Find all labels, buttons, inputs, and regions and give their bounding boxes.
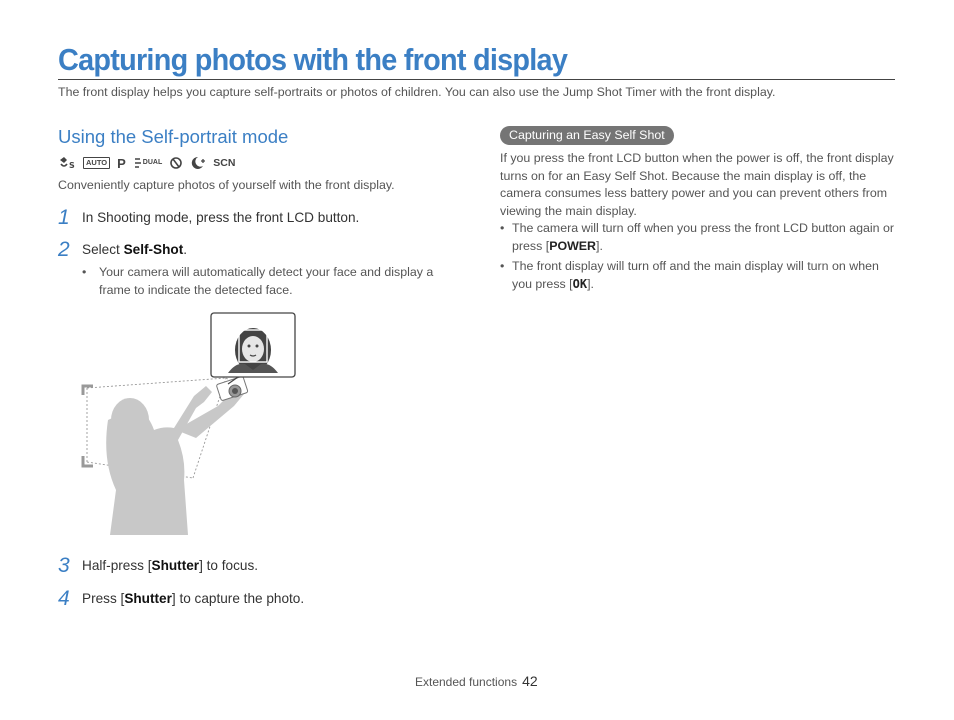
page-title: Capturing photos with the front display <box>58 42 568 77</box>
step-3-number: 3 <box>58 554 70 577</box>
camera-icon <box>216 376 248 401</box>
step-3-text: Half-press [Shutter] to focus. <box>82 558 259 573</box>
page-footer <box>415 673 538 689</box>
easy-self-shot-paragraph: If you press the front LCD button when the power is off, the front display turns on for an Easy Self Shot. Because the main display is off, the camera consumes less battery power and you can prevent others from viewing the main display. <box>500 151 894 218</box>
step-4-text: Press [Shutter] to capture the photo. <box>82 591 305 606</box>
section-description: Conveniently capture photos of yourself with the front display. <box>58 178 395 192</box>
section-title: Using the Self-portrait mode <box>58 126 289 147</box>
front-display-preview <box>215 317 291 373</box>
svg-text:S: S <box>69 161 75 170</box>
step-2-text: Select Self-Shot. <box>82 242 188 257</box>
ok-bullet: • The front display will turn off and the main display will turn on when you press [OK]. <box>500 259 879 291</box>
power-bullet: • The camera will turn off when you press the front LCD button again or press [POWER]. <box>500 221 895 253</box>
intro-text: The front display helps you capture self-portraits or photos of children. You can also use the Jump Shot Timer with the front display. <box>58 85 776 99</box>
program-mode-icon: P <box>117 155 126 171</box>
power-label: POWER <box>549 238 596 253</box>
shutter-label: Shutter <box>151 558 200 573</box>
dual-is-mode-icon: DUAL <box>133 157 162 169</box>
footer-section: Extended functions <box>415 675 518 689</box>
ok-button-icon: OK <box>572 276 588 291</box>
beauty-shot-icon <box>169 156 183 170</box>
night-mode-icon <box>190 156 206 170</box>
page-number: 42 <box>522 673 538 689</box>
auto-mode-icon: AUTO <box>83 157 110 169</box>
mode-icons-row <box>58 155 235 171</box>
scene-mode-icon: SCN <box>213 157 236 169</box>
self-shot-label: Self-Shot <box>123 242 184 257</box>
step-4-number: 4 <box>58 587 70 610</box>
shutter-label: Shutter <box>124 591 172 606</box>
self-portrait-illustration <box>78 310 298 535</box>
title-divider <box>58 79 895 80</box>
step-1-text: In Shooting mode, press the front LCD button. <box>82 210 360 225</box>
step-1-number: 1 <box>58 206 70 229</box>
step-2-number: 2 <box>58 238 70 261</box>
easy-self-shot-heading: Capturing an Easy Self Shot <box>500 126 674 145</box>
smart-mode-icon <box>58 156 76 170</box>
step-2-bullet: • Your camera will automatically detect your face and display a frame to indicate the detected face. <box>82 265 434 297</box>
